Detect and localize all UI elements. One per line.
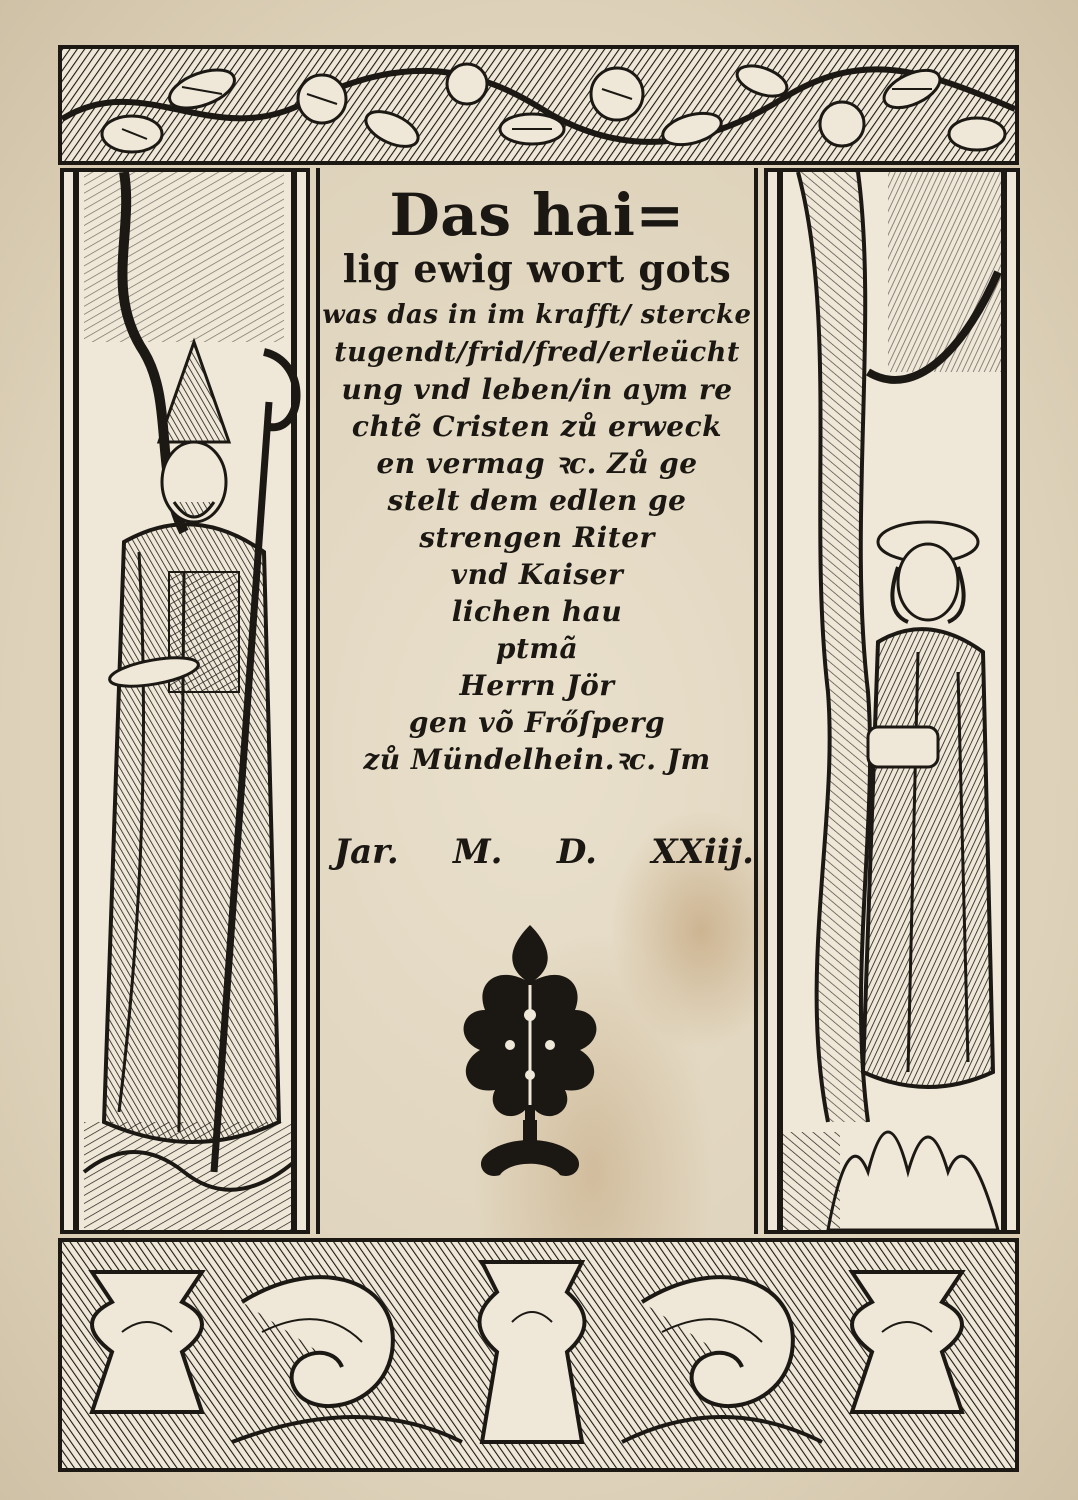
bottom-woodcut-border	[58, 1238, 1019, 1472]
title-line: vnd Kaiser	[450, 558, 624, 591]
title-line: lichen hau	[451, 595, 623, 628]
title-line: gen võ Frőſperg	[408, 706, 666, 739]
title-line: tugendt/frid/fred/erleücht	[334, 337, 740, 368]
title-line: ptmã	[495, 632, 579, 665]
left-woodcut-bishop	[60, 168, 310, 1234]
title-line: stelt dem edlen ge	[387, 484, 687, 517]
dragon-vase-border-illustration	[62, 1242, 1015, 1468]
bishop-figure-illustration	[64, 172, 306, 1230]
top-woodcut-border	[58, 45, 1019, 165]
title-line: zů Mündelhein.ꝛc. Jm	[363, 743, 711, 776]
title-heading-line2: lig ewig wort gots	[342, 246, 732, 291]
year-line	[334, 832, 754, 872]
title-line: chtẽ Cristen zů erweck	[351, 410, 723, 443]
year-word: Jar.	[334, 832, 399, 872]
year-numeral-xxiii: XXiij.	[651, 832, 754, 872]
title-line: ung vnd leben/in aym re	[341, 373, 733, 406]
leaf-ornament-illustration	[455, 925, 605, 1185]
title-line: Herrn Jör	[459, 669, 615, 702]
female-saint-illustration	[768, 172, 1016, 1230]
vine-border-illustration	[62, 49, 1015, 161]
title-line: was das in im krafft/ stercke	[322, 300, 752, 330]
right-woodcut-saint	[764, 168, 1020, 1234]
title-text-block	[318, 180, 756, 783]
title-line: en vermag ꝛc. Zů ge	[376, 447, 698, 480]
year-numeral-m: M.	[453, 832, 503, 872]
year-numeral-d: D.	[556, 832, 597, 872]
title-line: strengen Riter	[419, 521, 655, 554]
title-heading-line1: Das hai=	[389, 181, 685, 249]
